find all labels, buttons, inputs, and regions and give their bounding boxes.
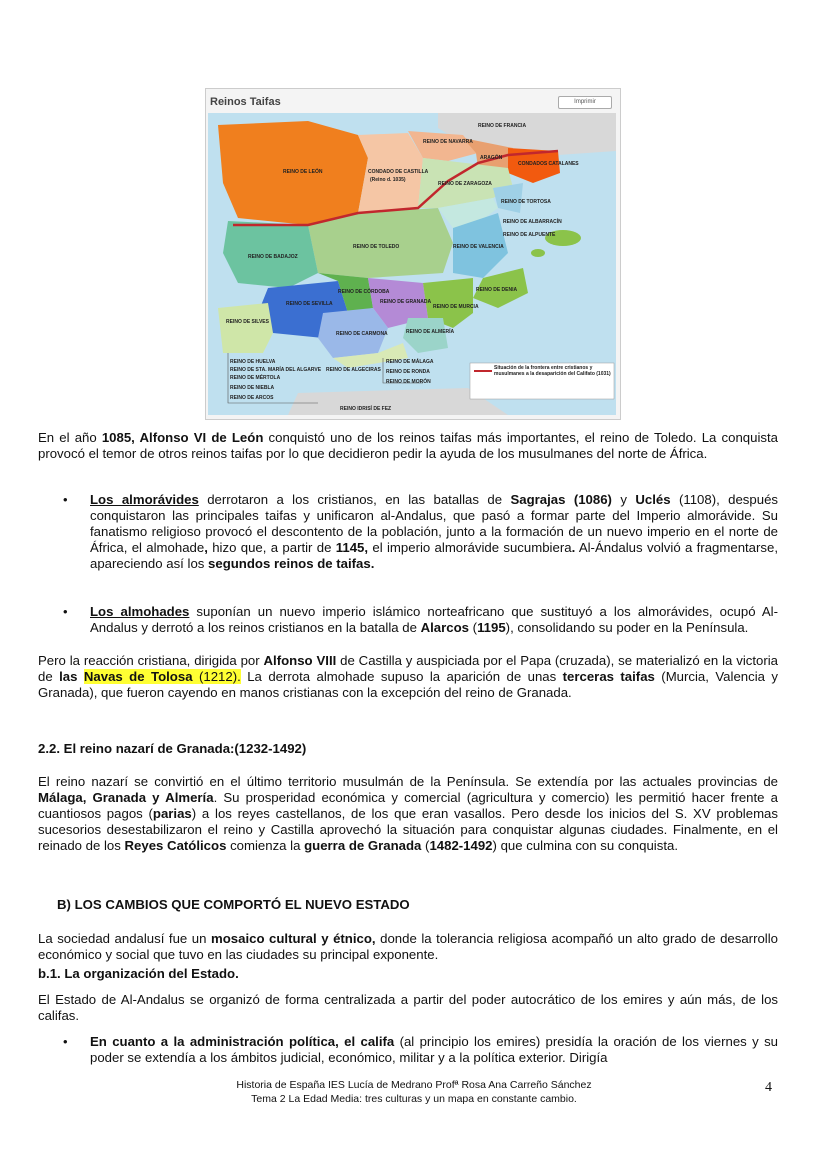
bullet-almohades: Los almohades suponían un nuevo imperio islámico norteafricano que sustituyó a los almorávides, ocupó Al-Andalus y derrotó a los reinos cristianos en la batalla de Alarcos (1195), consolidando su poder en la Península. [90, 604, 778, 635]
paragraph-1: En el año 1085, Alfonso VI de León conquistó uno de los reinos taifas más importantes, el reino de Toledo. La conquista provocó el temor de otros reinos taifas por lo que decidieron pedir la ayuda de los musulmanes del norte de África. [38, 430, 778, 461]
label-huelva: REINO DE HUELVA [230, 359, 276, 365]
legend-text-wrap [494, 365, 612, 397]
label-moron: REINO DE MORÓN [386, 379, 431, 385]
page-number: 4 [765, 1080, 772, 1095]
section-heading-organizacion: b.1. La organización del Estado. [38, 966, 239, 981]
taifas-map [205, 88, 621, 420]
bullet-marker: • [63, 1034, 68, 1049]
label-silves: REINO DE SILVES [226, 319, 269, 325]
label-sevilla: REINO DE SEVILLA [286, 301, 333, 307]
print-button[interactable]: Imprimir [558, 96, 612, 109]
map-title: Reinos Taifas [210, 96, 281, 108]
label-condados: CONDADOS CATALANES [518, 161, 579, 167]
label-badajoz: REINO DE BADAJOZ [248, 254, 298, 260]
label-francia: REINO DE FRANCIA [478, 123, 527, 129]
bullet-administracion: En cuanto a la administración política, el califa (al principio los emires) presidía la oración de los viernes y su poder se extendía a los ámbitos judicial, económico, militar y a la política exterior. Dirigía [90, 1034, 779, 1065]
label-valencia: REINO DE VALENCIA [453, 244, 504, 250]
label-algarve: REINO DE STA. MARÍA DEL ALGARVE [230, 367, 322, 373]
paragraph-3: El reino nazarí se convirtió en el último territorio musulmán de la Península. Se extendía por las actuales provincias de Málaga, Granada y Almería. Su prosperidad económica y comercial (agricultura y comercio) les permitió hacer frente a cuantiosos pagos (parias) a los reyes castellanos, de los que eran vasallos. Pero desde los inicios del S. XV problemas sucesorios desestabilizaron el reino y Castilla aprovechó la situación para conquistar algunas ciudades. Finalmente, en el reinado de los Reyes Católicos comienza la guerra de Granada (1482-1492) que culmina con su conquista. [38, 774, 779, 853]
label-almeria: REINO DE ALMERÍA [406, 329, 455, 335]
paragraph-5: El Estado de Al-Andalus se organizó de forma centralizada a partir del poder autocrático de los emires y aún más, de los califas. [38, 992, 778, 1023]
label-aragon: ARAGÓN [480, 155, 503, 161]
label-mertola: REINO DE MÉRTOLA [230, 375, 281, 381]
label-toledo: REINO DE TOLEDO [353, 244, 400, 250]
label-navarra: REINO DE NAVARRA [423, 139, 473, 145]
label-niebla: REINO DE NIEBLA [230, 385, 275, 391]
map-drawing [208, 113, 616, 415]
bullet-almoravides: Los almorávides derrotaron a los cristianos, en las batallas de Sagrajas (1086) y Uclés (1108), después conquistaron las principales taifas y unificaron al-Andalus, que pasó a formar parte del Imperio almorávide. Su fanatismo religioso provocó el descontento de la población, junto a la formación de un nuevo imperio en el norte de África, el almohade, hizo que, a partir de 1145, el imperio almorávide sucumbiera. Al-Ándalus volvió a fragmentarse, apareciendo así los segundos reinos de taifas. [90, 492, 779, 571]
region-silves [218, 303, 273, 353]
label-murcia: REINO DE MURCIA [433, 304, 479, 310]
label-fez: REINO IDRISÍ DE FEZ [340, 406, 392, 412]
label-zaragoza: REINO DE ZARAGOZA [438, 181, 492, 187]
label-castilla: CONDADO DE CASTILLA [368, 169, 429, 175]
label-malaga: REINO DE MÁLAGA [386, 359, 434, 365]
label-carmona: REINO DE CARMONA [336, 331, 388, 337]
label-arcos: REINO DE ARCOS [230, 395, 274, 401]
footer-line-2: Tema 2 La Edad Media: tres culturas y un mapa en constante cambio. [251, 1093, 577, 1105]
label-ronda: REINO DE RONDA [386, 369, 430, 375]
legend-text: Situación de la frontera entre cristianos y musulmanes a la desaparición del Califato (1031) [494, 365, 611, 377]
footer-line-1: Historia de España IES Lucía de Medrano Profª Rosa Ana Carreño Sánchez [236, 1079, 592, 1091]
label-alpuente: REINO DE ALPUENTE [503, 232, 556, 238]
region-ibiza [531, 249, 545, 257]
label-cordoba: REINO DE CÓRDOBA [338, 289, 390, 295]
section-heading-cambios: B) LOS CAMBIOS QUE COMPORTÓ EL NUEVO ESTADO [57, 897, 410, 912]
section-heading-granada: 2.2. El reino nazarí de Granada:(1232-1492) [38, 741, 307, 756]
label-granada: REINO DE GRANADA [380, 299, 432, 305]
label-tortosa: REINO DE TORTOSA [501, 199, 551, 205]
paragraph-4: La sociedad andalusí fue un mosaico cultural y étnico, donde la tolerancia religiosa acompañó un alto grado de desarrollo económico y social que tuvo en las ciudades su principal exponente. [38, 931, 778, 962]
label-albarracin: REINO DE ALBARRACÍN [503, 219, 562, 225]
label-leon: REINO DE LEÓN [283, 169, 323, 175]
label-denia: REINO DE DENIA [476, 287, 518, 293]
label-castilla-sub: (Reino d. 1035) [370, 177, 406, 183]
bullet-marker: • [63, 604, 68, 619]
paragraph-2: Pero la reacción cristiana, dirigida por Alfonso VIII de Castilla y auspiciada por el Papa (cruzada), se materializó en la victoria de las Navas de Tolosa (1212). La derrota almohade supuso la aparición de unas terceras taifas (Murcia, Valencia y Granada), que fueron cayendo en manos cristianas con la excepción del reino de Granada. [38, 653, 779, 700]
label-algeciras: REINO DE ALGECIRAS [326, 367, 381, 373]
bullet-marker: • [63, 492, 68, 507]
